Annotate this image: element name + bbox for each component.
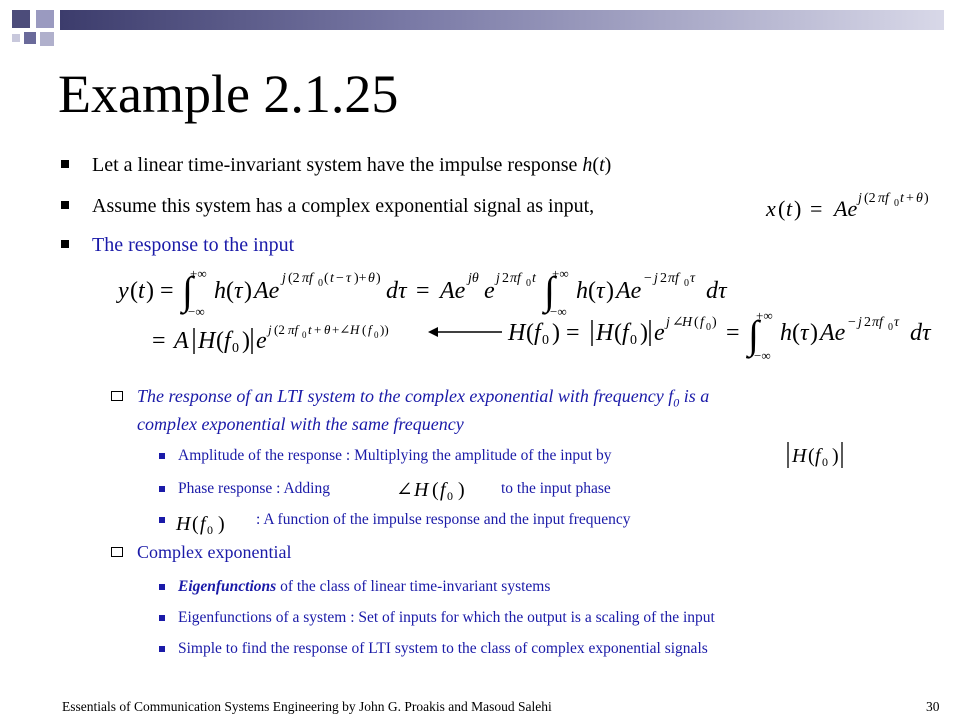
svg-text:0: 0: [706, 322, 711, 333]
transfer-function-equation: [504, 304, 956, 368]
svg-text:∠: ∠: [672, 315, 684, 330]
svg-text:Ae: Ae: [820, 320, 846, 346]
svg-text:e: e: [484, 278, 495, 304]
svg-text:A: A: [174, 328, 189, 354]
svg-text:j: j: [268, 322, 272, 337]
svg-text:+: +: [314, 322, 322, 337]
corner-square-3: [24, 32, 36, 44]
svg-text:0: 0: [374, 330, 379, 340]
svg-text:y: y: [118, 278, 129, 304]
sub-bullet-2: Complex exponential: [137, 542, 292, 562]
svg-text:0: 0: [207, 523, 213, 537]
svg-text:θ: θ: [368, 271, 375, 286]
magnitude-formula: [782, 438, 862, 472]
svg-text:2: 2: [660, 271, 667, 286]
svg-text:f: f: [200, 513, 206, 535]
svg-text:H: H: [176, 513, 191, 535]
svg-text:t: t: [138, 278, 145, 304]
svg-text:Ae: Ae: [440, 278, 466, 304]
svg-text:2: 2: [864, 315, 871, 330]
bullet-2: Assume this system has a complex exponential signal as input,: [92, 195, 595, 217]
svg-text:+∞: +∞: [552, 266, 569, 281]
svg-text:(: (: [216, 328, 224, 354]
eigen-rest: of the class of linear time-invariant systems: [276, 578, 551, 595]
bullet-marker: [159, 646, 165, 652]
sub-bullet-1-subscript: 0: [673, 395, 680, 410]
svg-text:(: (: [432, 479, 439, 501]
svg-text:): ): [244, 278, 252, 304]
svg-text:(: (: [226, 278, 234, 304]
svg-text:H: H: [596, 320, 614, 346]
svg-text:Ae: Ae: [834, 196, 858, 221]
svg-text:f: f: [368, 322, 372, 337]
svg-text:Ae: Ae: [616, 278, 642, 304]
svg-text:H: H: [682, 315, 693, 330]
svg-text:h: h: [576, 278, 588, 304]
svg-text:): ): [924, 191, 929, 206]
svg-text:)+: )+: [354, 271, 367, 286]
svg-text:e: e: [654, 320, 665, 346]
svg-text:−∞: −∞: [550, 304, 567, 318]
svg-text:∫: ∫: [544, 268, 555, 313]
svg-text:dτ: dτ: [386, 278, 407, 304]
svg-text:=: =: [726, 320, 740, 346]
bullet-marker: [159, 517, 165, 523]
svg-text:(: (: [192, 513, 199, 535]
svg-text:): ): [640, 320, 648, 346]
bullet-marker: [61, 201, 69, 209]
hf-bullet: : A function of the impulse response and the input frequency: [256, 511, 631, 528]
svg-text:)): )): [380, 322, 389, 337]
svg-text:(2: (2: [274, 322, 285, 337]
hf-formula: [172, 504, 252, 538]
svg-text:0: 0: [894, 198, 899, 209]
svg-text:H: H: [508, 320, 526, 346]
bullet-marker: [159, 584, 165, 590]
svg-text:(: (: [130, 278, 138, 304]
svg-text:(: (: [778, 196, 786, 221]
svg-text:(: (: [694, 315, 699, 330]
svg-text:τ: τ: [234, 278, 243, 304]
svg-text:): ): [146, 278, 154, 304]
svg-text:=: =: [152, 328, 166, 354]
svg-text:H: H: [350, 322, 360, 337]
slide-title: Example 2.1.25: [58, 64, 399, 124]
svg-text:f: f: [815, 445, 821, 467]
corner-square-1: [12, 10, 30, 28]
svg-text:+∞: +∞: [190, 266, 207, 281]
svg-text:t: t: [786, 196, 793, 221]
svg-text:θ: θ: [916, 191, 923, 206]
page-number: 30: [926, 699, 940, 714]
svg-text:j: j: [496, 271, 500, 286]
svg-text:0: 0: [822, 455, 828, 469]
svg-text:f: f: [700, 315, 704, 330]
svg-text:−: −: [848, 315, 856, 330]
svg-text:πf: πf: [872, 315, 883, 330]
bullet-marker: [159, 615, 165, 621]
svg-text:): ): [242, 328, 250, 354]
hollow-bullet-marker: [111, 547, 123, 557]
svg-text:(: (: [614, 320, 622, 346]
response-equation-2: [148, 316, 448, 360]
svg-text:πf: πf: [668, 271, 679, 286]
svg-text:τ: τ: [690, 271, 696, 286]
svg-text:f: f: [534, 320, 541, 346]
svg-text:0: 0: [447, 489, 453, 503]
svg-text:2: 2: [502, 271, 509, 286]
svg-text:0: 0: [630, 333, 637, 348]
svg-text:): ): [794, 196, 802, 221]
svg-text:=: =: [160, 278, 174, 304]
amplitude-bullet: Amplitude of the response : Multiplying the amplitude of the input by: [178, 447, 612, 464]
bullet-marker: [61, 240, 69, 248]
svg-text:0: 0: [542, 333, 549, 348]
sub-bullet-1-text-end: is a: [679, 386, 710, 406]
svg-text:0: 0: [888, 322, 893, 333]
svg-text:t: t: [532, 271, 536, 286]
svg-text:0: 0: [526, 278, 531, 289]
svg-text:): ): [552, 320, 560, 346]
svg-text:(2: (2: [288, 271, 300, 286]
phase-bullet-b: to the input phase: [501, 480, 611, 497]
svg-text:τ: τ: [346, 271, 352, 286]
title-bar-decoration: [60, 10, 944, 30]
svg-text:): ): [832, 445, 839, 467]
svg-text:∠: ∠: [396, 479, 413, 501]
svg-text:): ): [218, 513, 225, 535]
phase-bullet-a: Phase response : Adding: [178, 480, 330, 497]
svg-text:t: t: [308, 322, 312, 337]
svg-text:0: 0: [302, 330, 307, 340]
svg-text:+∠: +∠: [332, 322, 351, 337]
eigen-emphasis: Eigenfunctions: [178, 578, 277, 595]
svg-text:t: t: [330, 271, 334, 286]
svg-text:H: H: [414, 479, 429, 501]
eigen-bullet-3: Simple to find the response of LTI system to the class of complex exponential signals: [178, 640, 708, 657]
bullet-marker: [159, 486, 165, 492]
svg-text:τ: τ: [894, 315, 900, 330]
svg-text:(: (: [792, 320, 800, 346]
svg-text:=: =: [566, 320, 580, 346]
svg-text:jθ: jθ: [468, 271, 479, 286]
svg-text:j: j: [858, 315, 862, 330]
corner-square-5: [12, 34, 20, 42]
svg-text:e: e: [256, 328, 267, 354]
sub-bullet-1-text: The response of an LTI system to the complex exponential with frequency f: [137, 386, 674, 406]
svg-text:=: =: [416, 278, 430, 304]
phase-formula: [392, 472, 502, 506]
hollow-bullet-marker: [111, 391, 123, 401]
svg-text:(: (: [324, 271, 329, 286]
svg-text:0: 0: [232, 341, 239, 356]
svg-text:): ): [810, 320, 818, 346]
svg-text:x: x: [766, 196, 776, 221]
svg-text:πf: πf: [510, 271, 521, 286]
corner-square-4: [40, 32, 54, 46]
eigen-bullet-2: Eigenfunctions of a system : Set of inputs for which the output is a scaling of the input: [178, 609, 715, 626]
svg-text:): ): [606, 278, 614, 304]
svg-text:+∞: +∞: [756, 308, 773, 323]
corner-square-2: [36, 10, 54, 28]
svg-text:Ae: Ae: [254, 278, 280, 304]
svg-text:θ: θ: [324, 322, 331, 337]
left-arrow-icon: [426, 324, 506, 340]
eigen-bullet-1: [178, 577, 550, 597]
svg-text:−: −: [644, 271, 652, 286]
svg-text:(2: (2: [864, 191, 876, 206]
svg-text:f: f: [440, 479, 446, 501]
svg-text:f: f: [622, 320, 629, 346]
svg-text:j: j: [858, 191, 862, 206]
footer-credit: Essentials of Communication Systems Engineering by John G. Proakis and Masoud Salehi: [62, 699, 552, 714]
bullet-3: The response to the input: [92, 234, 295, 256]
svg-text:−: −: [336, 271, 344, 286]
svg-text:πf: πf: [288, 322, 299, 337]
svg-text:0: 0: [684, 278, 689, 289]
svg-text:(: (: [526, 320, 534, 346]
svg-text:+: +: [906, 191, 914, 206]
svg-text:=: =: [810, 196, 823, 221]
svg-text:t: t: [900, 191, 904, 206]
sub-bullet-1-line-1: [137, 384, 709, 415]
svg-text:πf: πf: [878, 191, 889, 206]
svg-text:πf: πf: [302, 271, 313, 286]
svg-text:f: f: [224, 328, 231, 354]
sub-bullet-1-line-2: complex exponential with the same frequency: [137, 414, 464, 434]
svg-text:): ): [458, 479, 465, 501]
bullet-marker: [159, 453, 165, 459]
svg-text:0: 0: [318, 278, 323, 289]
svg-text:(: (: [362, 322, 367, 337]
svg-text:τ: τ: [800, 320, 809, 346]
svg-text:): ): [376, 271, 381, 286]
svg-text:H: H: [198, 328, 216, 354]
svg-text:−∞: −∞: [754, 348, 771, 363]
input-signal-equation: [762, 184, 952, 226]
svg-text:j: j: [282, 271, 286, 286]
svg-text:): ): [712, 315, 717, 330]
svg-text:dτ: dτ: [706, 278, 727, 304]
svg-text:−∞: −∞: [188, 304, 205, 318]
bullet-marker: [61, 160, 69, 168]
svg-text:H: H: [792, 445, 807, 467]
svg-text:j: j: [666, 315, 670, 330]
svg-text:∫: ∫: [748, 312, 759, 357]
svg-text:h: h: [780, 320, 792, 346]
svg-text:h: h: [214, 278, 226, 304]
svg-text:τ: τ: [596, 278, 605, 304]
svg-text:(: (: [588, 278, 596, 304]
svg-text:(: (: [808, 445, 815, 467]
bullet-1-text: Let a linear time-invariant system have the impulse response h(t): [92, 154, 612, 176]
svg-text:dτ: dτ: [910, 320, 931, 346]
svg-text:∫: ∫: [182, 268, 193, 313]
bullet-1: [92, 152, 611, 178]
svg-text:j: j: [654, 271, 658, 286]
